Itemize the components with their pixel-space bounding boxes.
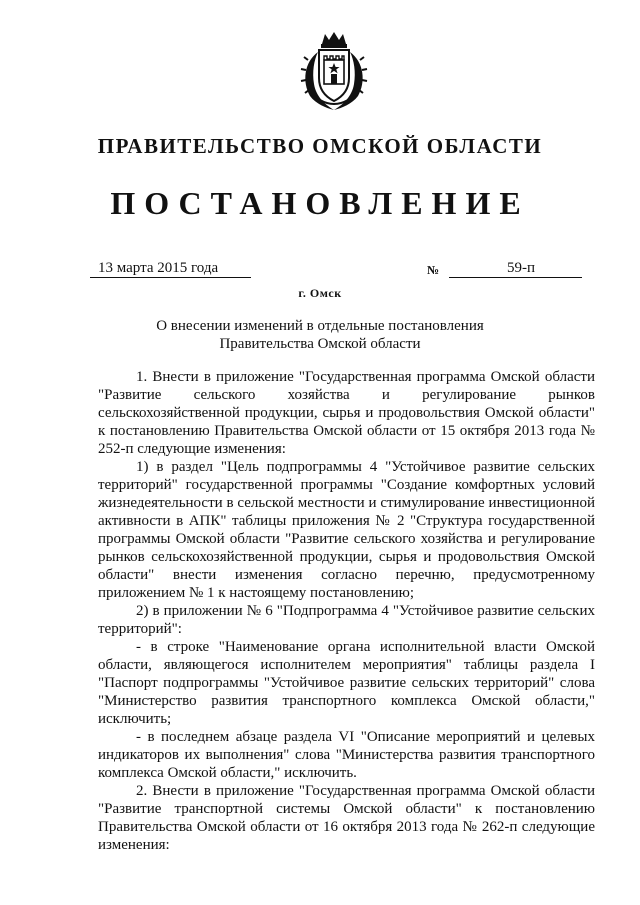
city: г. Омск [298,286,342,300]
government-name: ПРАВИТЕЛЬСТВО ОМСКОЙ ОБЛАСТИ [97,134,543,158]
body-paragraph: - в последнем абзаце раздела VI "Описание мероприятий и целевых индикаторов их выполнения" слова "Министерства развития транспортного комплекса Омской области," исключить. [98,729,595,781]
document-body [98,368,595,854]
number-sign: № [427,263,440,277]
body-paragraph: 2. Внести в приложение "Государственная программа Омской области "Развитие транспортной системы Омской области" к постановлению Правительства Омской области от 16 октября 2013 года № 262-п следующие изменения: [98,783,595,853]
document-type: ПОСТАНОВЛЕНИЕ [110,185,530,221]
document-subject [0,317,640,353]
body-paragraph: 1. Внести в приложение "Государственная программа Омской области "Развитие сельского хозяйства и регулирование рынков сельскохозяйственной продукции, сырья и продовольствия Омской области" к постановлению Правительства Омской области от 15 октября 2013 года № 252-п следующие изменения: [98,369,595,457]
body-paragraph: 1) в раздел "Цель подпрограммы 4 "Устойчивое развитие сельских территорий" государственной программы "Создание комфортных условий жизнедеятельности в сельской местности и стимулирование инвестиционной активности в АПК" таблицы приложения № 2 "Структура государственной программы Омской области "Развитие сельского хозяйства и регулирование рынков сельскохозяйственной продукции, сырья и продовольствия Омской области" внести изменения согласно перечню, предусмотренному приложением № 1 к настоящему постановлению; [98,459,595,601]
body-paragraph: - в строке "Наименование органа исполнительной власти Омской области, являющегося исполнителем мероприятия" таблицы раздела I "Паспорт подпрограммы "Устойчивое развитие сельских территорий" слова "Министерство развития транспортного комплекса Омской области," исключить; [98,639,595,727]
subject-line-2: Правительства Омской области [219,336,421,352]
body-paragraph: 2) в приложении № 6 "Подпрограмма 4 "Устойчивое развитие сельских территорий": [98,603,595,637]
coat-of-arms-icon [298,30,370,112]
document-date: 13 марта 2015 года [90,259,251,278]
subject-line-1: О внесении изменений в отдельные постановления [156,318,484,334]
document-number: 59-п [449,259,582,278]
